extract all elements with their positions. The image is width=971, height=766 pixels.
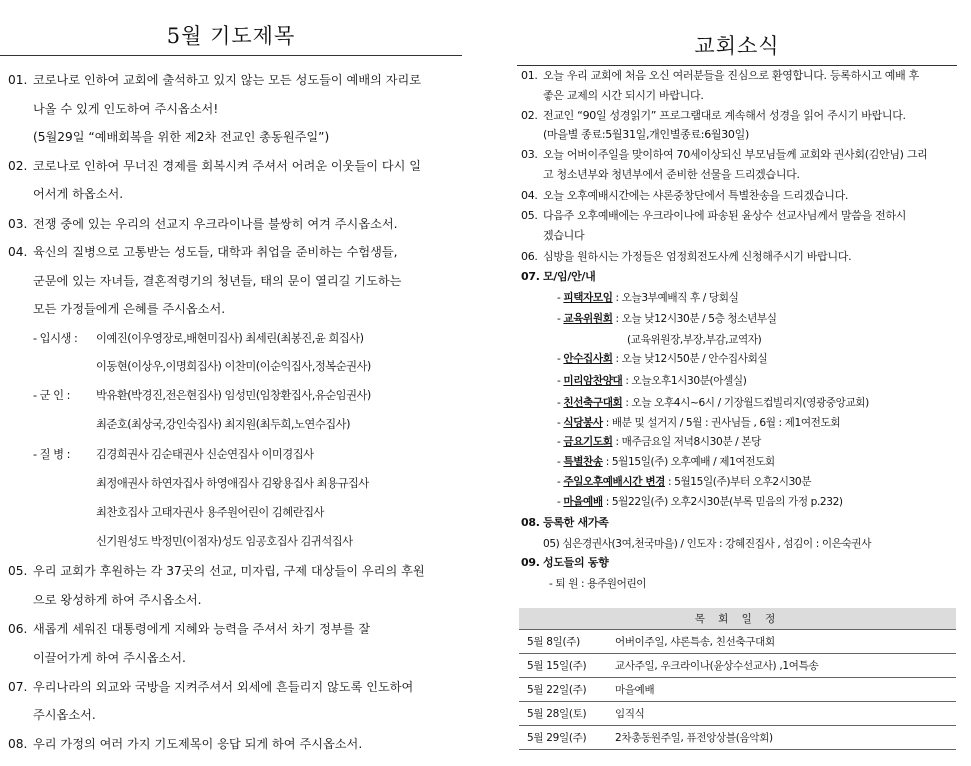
news-item: 02. 전교인 “90일 성경읽기” 프로그램대로 계속해서 성경을 읽어 주시기 바랍니다. [521, 109, 906, 122]
meeting-item: - 친선축구대회 : 오늘 오후4시~6시 / 기장월드컵빌리지(영광중앙교회) [557, 397, 869, 409]
meetings-heading: 07. 모/임/안/내 [521, 270, 596, 283]
prayer-item-cont: 으로 왕성하게 하여 주시옵소서. [33, 593, 202, 607]
table-row [519, 677, 956, 701]
member-list: 최찬호집사 고태자권사 용주원어린이 김혜란집사 [96, 506, 324, 519]
prayer-item: 05. 우리 교회가 후원하는 각 37곳의 선교, 미자립, 구제 대상들이 우리의 후원 [8, 564, 425, 578]
member-list: 최준호(최상국,강인숙집사) 최지원(최두희,노연수집사) [96, 418, 350, 431]
table-row [519, 653, 956, 677]
prayer-title: 5월 기도제목 [166, 24, 296, 48]
meeting-item: - 식당봉사 : 배분 및 설거지 / 5월 : 권사님들 , 6월 : 제1여전도회 [557, 417, 841, 429]
prayer-topics-column [0, 0, 462, 766]
schedule-header: 목 회 일 정 [519, 608, 956, 629]
meeting-item: - 안수집사회 : 오늘 낮12시50분 / 안수집사회실 [557, 353, 768, 365]
title-divider [0, 55, 462, 56]
schedule-date: 5월 22일(주) [519, 677, 607, 701]
schedule-event: 마을예배 [607, 677, 956, 701]
schedule-date: 5월 29일(주) [519, 725, 607, 749]
member-label: - 군 인 : [33, 389, 70, 402]
news-title: 교회소식 [694, 34, 780, 58]
meeting-item: - 미리암찬양대 : 오늘오후1시30분(아셀실) [557, 375, 747, 387]
prayer-item-cont: 어서게 하옵소서. [33, 187, 124, 201]
prayer-item: 01. 코로나로 인하여 교회에 출석하고 있지 않는 모든 성도들이 예배의 자리로 [8, 73, 422, 87]
church-news-column [517, 0, 957, 766]
prayer-item: 08. 우리 가정의 여러 가지 기도제목이 응답 되게 하여 주시옵소서. [8, 737, 363, 751]
prayer-item: 02. 코로나로 인하여 무너진 경제를 회복시켜 주셔서 어려운 이웃들이 다시 일 [8, 159, 422, 173]
news-item: 01. 오늘 우리 교회에 처음 오신 여러분들을 진심으로 환영합니다. 등록하시고 예배 후 [521, 69, 919, 82]
prayer-item-cont: 이끌어가게 하여 주시옵소서. [33, 651, 186, 665]
member-list: 신기원성도 박정민(이점자)성도 임공호집사 김귀석집사 [96, 535, 353, 548]
new-family-entry: 05) 심은경권사(3여,천국마을) / 인도자 : 강혜진집사 , 섬김이 : 이은숙권사 [543, 538, 872, 550]
news-item-cont: 고 청소년부와 청년부에서 준비한 선물을 드리겠습니다. [543, 168, 800, 181]
meeting-item: - 교육위원회 : 오늘 낮12시30분 / 5층 청소년부실 [557, 313, 777, 325]
meeting-item: - 주일오후예배시간 변경 : 5월15일(주)부터 오후2시30분 [557, 476, 812, 488]
news-item-cont: (마을별 종료:5월31일,개인별종료:6월30일) [543, 128, 749, 141]
member-list: 박유환(박경진,전은현집사) 임성민(임창환집사,유순임권사) [96, 389, 371, 402]
schedule-date: 5월 15일(주) [519, 653, 607, 677]
table-row [519, 701, 956, 725]
news-item: 05. 다음주 오후예배에는 우크라이나에 파송된 윤상수 선교사님께서 말씀을 전하시 [521, 209, 907, 222]
prayer-item-cont: 나올 수 있게 인도하여 주시옵소서! [33, 102, 219, 116]
table-row [519, 629, 956, 653]
title-divider [517, 65, 957, 66]
meeting-item: - 피택자모임 : 오늘3부예배직 후 / 당회실 [557, 292, 739, 304]
member-label: - 입시생 : [33, 332, 78, 345]
table-row [519, 725, 956, 749]
member-list: 최정애권사 하연자집사 하영애집사 김왕용집사 최용규집사 [96, 477, 369, 490]
meeting-item: - 마을예배 : 5월22일(주) 오후2시30분(부록 믿음의 가정 p.232) [557, 496, 843, 508]
schedule-date: 5월 8일(주) [519, 629, 607, 653]
prayer-item: 04. 육신의 질병으로 고통받는 성도들, 대학과 취업을 준비하는 수험생들, [8, 245, 398, 259]
member-list: 김경희권사 김순태권사 신순연집사 이미경집사 [96, 448, 314, 461]
schedule-event: 어버이주일, 샤론특송, 친선축구대회 [607, 629, 956, 653]
meeting-item: - 특별찬송 : 5월15일(주) 오후예배 / 제1여전도회 [557, 456, 775, 468]
news-item: 03. 오늘 어버이주일을 맞이하여 70세이상되신 부모님들께 교회와 권사회(김안님) 그리 [521, 148, 928, 161]
prayer-item-cont: 모든 가정들에게 은혜를 주시옵소서. [33, 302, 226, 316]
trend-heading: 09. 성도들의 동향 [521, 556, 609, 569]
news-item: 04. 오늘 오후예배시간에는 샤론중창단에서 특별찬송을 드리겠습니다. [521, 189, 849, 202]
trend-entry: - 퇴 원 : 용주원어린이 [549, 578, 647, 590]
meeting-note: (교육위원장,부장,부감,교역자) [627, 334, 762, 346]
news-item-cont: 겠습니다 [543, 229, 585, 242]
schedule-event: 교사주일, 우크라이나(윤상수선교사) ,1여특송 [607, 653, 956, 677]
prayer-item: 06. 새롭게 세워진 대통령에게 지혜와 능력을 주셔서 차기 정부를 잘 [8, 622, 371, 636]
meeting-item: - 금요기도회 : 매주금요일 저녁8시30분 / 본당 [557, 436, 761, 448]
schedule-event: 임직식 [607, 701, 956, 725]
prayer-item-cont: 군문에 있는 자녀들, 결혼적령기의 청년들, 태의 문이 열리길 기도하는 [33, 274, 402, 288]
news-item-cont: 좋은 교제의 시간 되시기 바랍니다. [543, 89, 704, 102]
member-list: 이예진(이우영장로,배현미집사) 최세린(최봉진,윤 희집사) [96, 332, 364, 345]
schedule-table [519, 608, 956, 750]
prayer-item: 03. 전쟁 중에 있는 우리의 선교지 우크라이나를 불쌍히 여겨 주시옵소서. [8, 217, 398, 231]
prayer-item-cont: 주시옵소서. [33, 708, 96, 722]
new-family-heading: 08. 등록한 새가족 [521, 516, 609, 529]
schedule-date: 5월 28일(토) [519, 701, 607, 725]
prayer-item: 07. 우리나라의 외교와 국방을 지켜주셔서 외세에 흔들리지 않도록 인도하여 [8, 680, 414, 694]
member-label: - 질 병 : [33, 448, 70, 461]
news-item: 06. 심방을 원하시는 가정들은 엄정희전도사께 신청해주시기 바랍니다. [521, 250, 852, 263]
member-list: 이동현(이상우,이명희집사) 이찬미(이순익집사,정복순권사) [96, 360, 371, 373]
prayer-item-cont: (5월29일 “예배회복을 위한 제2차 전교인 총동원주일”) [33, 130, 330, 144]
schedule-event: 2차총동원주일, 퓨전앙상블(음악회) [607, 725, 956, 749]
